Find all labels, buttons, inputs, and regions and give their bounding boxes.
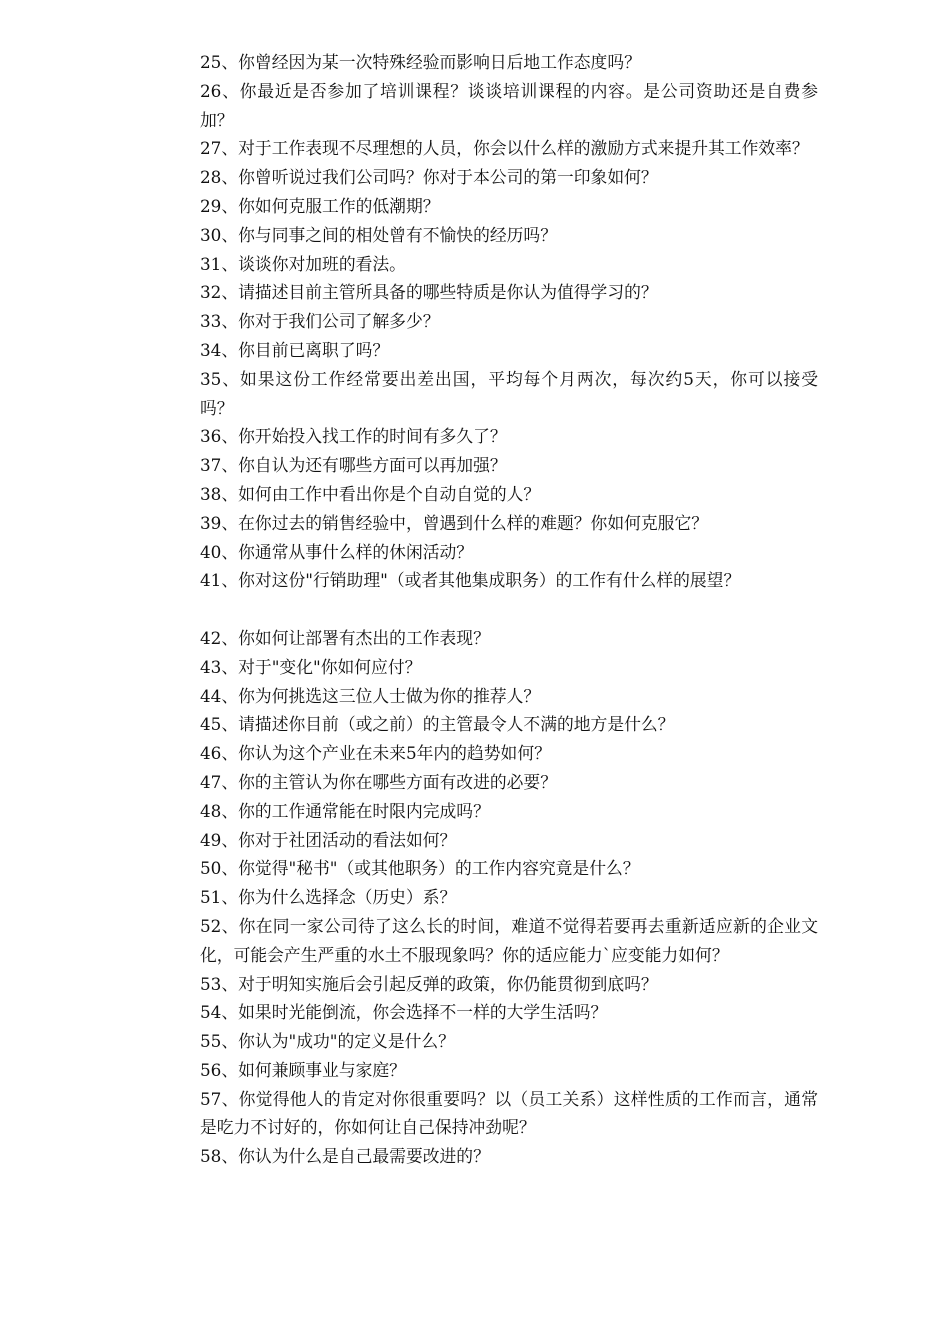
- question-item: 48、你的工作通常能在时限内完成吗？: [200, 800, 490, 821]
- question-item: 28、你曾听说过我们公司吗？你对于本公司的第一印象如何？: [200, 167, 658, 188]
- question-item: 56、如何兼顾事业与家庭？: [200, 1059, 406, 1080]
- question-list-part1: [200, 48, 818, 595]
- question-item: 29、你如何克服工作的低潮期？: [200, 195, 440, 216]
- question-item: 37、你自认为还有哪些方面可以再加强？: [200, 455, 507, 476]
- question-item: 35、如果这份工作经常要出差出国，平均每个月两次，每次约5天，你可以接受吗？: [200, 368, 818, 418]
- question-item: 55、你认为"成功"的定义是什么？: [200, 1031, 455, 1052]
- question-item: 26、你最近是否参加了培训课程？谈谈培训课程的内容。是公司资助还是自费参加？: [200, 80, 818, 130]
- question-item: 45、请描述你目前（或之前）的主管最令人不满的地方是什么？: [200, 714, 675, 735]
- question-item: 25、你曾经因为某一次特殊经验而影响日后地工作态度吗？: [200, 52, 641, 72]
- question-item: 54、如果时光能倒流，你会选择不一样的大学生活吗？: [200, 1002, 608, 1023]
- question-item: 27、对于工作表现不尽理想的人员，你会以什么样的激励方式来提升其工作效率？: [200, 138, 809, 159]
- question-item: 39、在你过去的销售经验中，曾遇到什么样的难题？你如何克服它？: [200, 512, 709, 533]
- question-item: 52、你在同一家公司待了这么长的时间，难道不觉得若要再去重新适应新的企业文化，可能会产生严重的水土不服现象吗？你的适应能力`应变能力如何？: [200, 915, 818, 965]
- question-item: 46、你认为这个产业在未来5年内的趋势如何？: [200, 743, 551, 764]
- blank-line: [200, 595, 818, 624]
- question-item: 47、你的主管认为你在哪些方面有改进的必要？: [200, 771, 557, 792]
- question-item: 44、你为何挑选这三位人士做为你的推荐人？: [200, 685, 541, 706]
- question-list-part2: [200, 624, 818, 1171]
- question-item: 42、你如何让部署有杰出的工作表现？: [200, 627, 490, 648]
- question-item: 31、谈谈你对加班的看法。: [200, 253, 406, 274]
- question-item: 49、你对于社团活动的看法如何？: [200, 829, 457, 850]
- question-item: 43、对于"变化"你如何应付？: [200, 656, 422, 677]
- question-item: 40、你通常从事什么样的休闲活动？: [200, 541, 474, 562]
- question-item: 36、你开始投入找工作的时间有多久了？: [200, 426, 507, 447]
- question-item: 58、你认为什么是自己最需要改进的？: [200, 1146, 490, 1167]
- question-item: 50、你觉得"秘书"（或其他职务）的工作内容究竟是什么？: [200, 858, 640, 879]
- question-item: 30、你与同事之间的相处曾有不愉快的经历吗？: [200, 224, 557, 245]
- question-item: 51、你为什么选择念（历史）系？: [200, 887, 457, 908]
- question-item: 41、你对这份"行销助理"（或者其他集成职务）的工作有什么样的展望？: [200, 570, 741, 591]
- question-item: 38、如何由工作中看出你是个自动自觉的人？: [200, 483, 541, 504]
- question-item: 34、你目前已离职了吗？: [200, 339, 390, 360]
- question-item: 53、对于明知实施后会引起反弹的政策，你仍能贯彻到底吗？: [200, 973, 658, 994]
- question-item: 33、你对于我们公司了解多少？: [200, 311, 440, 332]
- question-item: 32、请描述目前主管所具备的哪些特质是你认为值得学习的？: [200, 282, 658, 303]
- question-item: 57、你觉得他人的肯定对你很重要吗？以（员工关系）这样性质的工作而言，通常是吃力不讨好的，你如何让自己保持冲劲呢？: [200, 1088, 818, 1138]
- document-page: [200, 48, 818, 1171]
